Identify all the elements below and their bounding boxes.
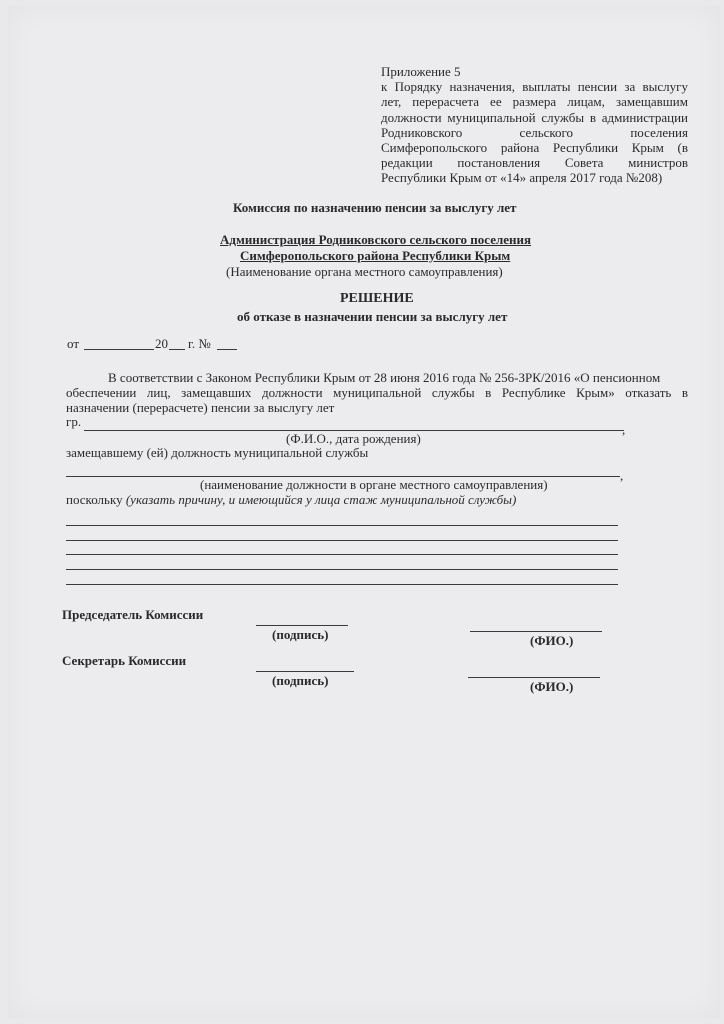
commission-heading: Комиссия по назначению пенсии за выслугу лет xyxy=(233,200,517,215)
appendix-line: лет, перерасчета ее размера лицам, замещавшим xyxy=(381,94,688,110)
chairman-fio-caption: (ФИО.) xyxy=(530,633,574,648)
decision-title: РЕШЕНИЕ xyxy=(340,291,414,306)
appendix-line: Симферопольского района Республики Крым (в xyxy=(381,139,688,155)
administration-line-2: Симферопольского района Республики Крым xyxy=(240,248,511,263)
fio-caption: (Ф.И.О., дата рождения) xyxy=(286,431,421,446)
date-from-label: от xyxy=(67,336,80,351)
administration-caption: (Наименование органа местного самоуправления) xyxy=(226,264,503,279)
date-blank[interactable] xyxy=(84,349,154,350)
citizen-prefix: гр. xyxy=(66,414,82,429)
secretary-signature-caption: (подпись) xyxy=(272,673,329,688)
chairman-label: Председатель Комиссии xyxy=(62,607,204,622)
position-caption: (наименование должности в органе местного самоуправления) xyxy=(200,477,548,492)
appendix-block xyxy=(381,64,688,186)
comma: , xyxy=(622,422,626,437)
paragraph-line: В соответствии с Законом Республики Крым от 28 июня 2016 года № 256-ЗРК/2016 «О пенсионном xyxy=(108,370,661,385)
comma: , xyxy=(620,468,624,483)
administration-line-1: Администрация Родниковского сельского поселения xyxy=(220,232,532,247)
chairman-signature-caption: (подпись) xyxy=(272,627,329,642)
appendix-line: должности муниципальной службы в администрации xyxy=(381,109,688,125)
secretary-fio-line[interactable] xyxy=(468,677,600,678)
reason-input-line[interactable] xyxy=(66,569,618,570)
chairman-signature-line[interactable] xyxy=(256,625,348,626)
reason-hint: (указать причину, и имеющийся у лица стаж муниципальной службы) xyxy=(125,492,517,507)
secretary-label: Секретарь Комиссии xyxy=(62,653,187,668)
reason-input-line[interactable] xyxy=(66,584,618,585)
paragraph-line: обеспечении лиц, замещавших должности муниципальной службы в Республике Крым» отказать в xyxy=(66,385,688,400)
appendix-line: редакции постановления Совета министров xyxy=(381,155,688,171)
appendix-line: Родниковского сельского поселения xyxy=(381,124,688,140)
secretary-fio-caption: (ФИО.) xyxy=(530,679,574,694)
reason-input-line[interactable] xyxy=(66,525,618,526)
appendix-line: к Порядку назначения, выплаты пенсии за выслугу xyxy=(381,79,688,95)
decision-subtitle: об отказе в назначении пенсии за выслугу лет xyxy=(237,309,508,324)
document-page xyxy=(8,6,720,1018)
year-blank[interactable] xyxy=(169,349,185,350)
date-year-prefix: 20 xyxy=(155,336,168,351)
reason-prefix: поскольку xyxy=(66,492,123,507)
appendix-line: Республики Крым от «14» апреля 2017 года №208) xyxy=(381,170,663,186)
position-label: замещавшему (ей) должность муниципальной службы xyxy=(66,445,369,460)
body-paragraph xyxy=(66,370,688,415)
reason-input-line[interactable] xyxy=(66,554,618,555)
reason-input-line[interactable] xyxy=(66,540,618,541)
paragraph-line: назначении (перерасчете) пенсии за выслугу лет xyxy=(66,400,335,415)
appendix-title: Приложение 5 xyxy=(381,64,461,79)
number-blank[interactable] xyxy=(217,349,237,350)
reason-label xyxy=(66,492,516,507)
secretary-signature-line[interactable] xyxy=(256,671,354,672)
chairman-fio-line[interactable] xyxy=(470,631,602,632)
date-year-suffix: г. № xyxy=(188,336,211,351)
